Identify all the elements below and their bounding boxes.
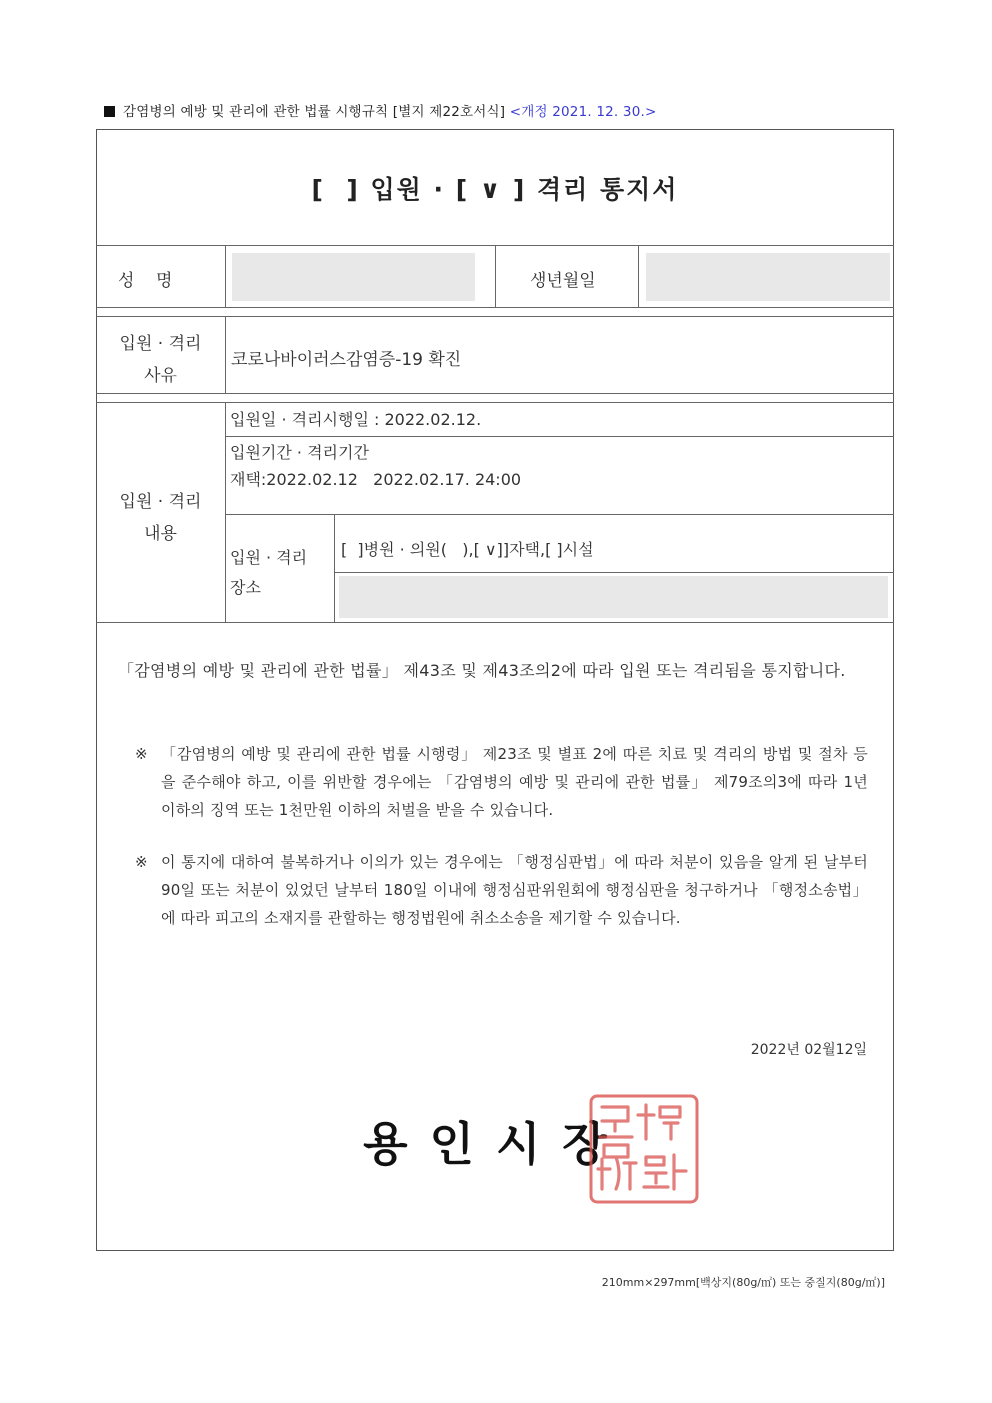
place-label-line2: 장소 bbox=[230, 578, 261, 597]
period-label: 입원기간 · 격리기간 bbox=[230, 443, 369, 462]
form-reference-line bbox=[104, 100, 657, 120]
note-appeal: 이 통지에 대하여 불복하거나 이의가 있는 경우에는 「행정심판법」에 따라 처분이 있음을 알게 된 날부터 90일 또는 처분이 있었던 날부터 180일 이내에 행정심판위원회에 행정심판을 청구하거나 「행정소송법」에 따라 피고의 소재지를 관할하는 행정법원에 취소소송을 제기할 수 있습니다. bbox=[161, 853, 868, 927]
notice-paragraph: 「감염병의 예방 및 관리에 관한 법률」 제43조 및 제43조의2에 따라 입원 또는 격리됨을 통지합니다. bbox=[118, 661, 846, 680]
reason-label-line1: 입원 · 격리 bbox=[119, 334, 202, 354]
revision-date: <개정 2021. 12. 30.> bbox=[509, 104, 657, 120]
divider bbox=[225, 436, 894, 437]
place-redacted bbox=[339, 576, 888, 618]
issuer-name: 용인시장 bbox=[363, 1117, 629, 1171]
divider bbox=[96, 622, 894, 623]
issue-date: 2022년 02월12일 bbox=[750, 1042, 867, 1058]
note-penalty: 「감염병의 예방 및 관리에 관한 법률 시행령」 제23조 및 별표 2에 따른 치료 및 격리의 방법 및 절차 등을 준수해야 하고, 이를 위반할 경우에는 「감염병의 예방 및 관리에 관한 법률」 제79조의3에 따라 1년 이하의 징역 또는 1천만원 이하의 처벌을 받을 수 있습니다. bbox=[161, 745, 868, 819]
place-label-line1: 입원 · 격리 bbox=[230, 548, 308, 567]
divider bbox=[225, 514, 894, 515]
birth-label: 생년월일 bbox=[530, 271, 596, 291]
black-square-icon bbox=[104, 106, 115, 117]
name-label: 성 명 bbox=[118, 271, 173, 291]
content-label-line2: 내용 bbox=[144, 524, 177, 544]
birth-redacted bbox=[646, 253, 890, 301]
divider bbox=[96, 316, 894, 317]
divider bbox=[225, 245, 226, 307]
reason-label-line2: 사유 bbox=[144, 366, 177, 386]
content-label-line1: 입원 · 격리 bbox=[119, 492, 202, 512]
start-date: 입원일 · 격리시행일 : 2022.02.12. bbox=[230, 410, 482, 429]
divider bbox=[96, 307, 894, 308]
divider bbox=[96, 393, 894, 394]
note-mark: ※ bbox=[135, 745, 148, 763]
divider bbox=[334, 514, 335, 622]
reason-value: 코로나바이러스감염증-19 확진 bbox=[231, 350, 462, 370]
divider bbox=[334, 572, 894, 573]
paper-spec: 210mm×297mm[백상지(80g/㎡) 또는 중질지(80g/㎡)] bbox=[601, 1276, 885, 1289]
divider bbox=[225, 402, 226, 622]
divider bbox=[495, 245, 496, 307]
divider bbox=[96, 402, 894, 403]
divider bbox=[638, 245, 639, 307]
official-seal-icon bbox=[588, 1093, 700, 1205]
divider bbox=[225, 316, 226, 393]
period-value: 재택:2022.02.12 2022.02.17. 24:00 bbox=[230, 470, 522, 489]
form-title: [ ] 입원 · [ ∨ ] 격리 통지서 bbox=[311, 175, 679, 204]
name-redacted bbox=[232, 253, 475, 301]
note-mark: ※ bbox=[135, 853, 148, 871]
form-reference: 감염병의 예방 및 관리에 관한 법률 시행규칙 [별지 제22호서식] bbox=[123, 104, 506, 120]
place-options: [ ]병원 · 의원( ),[ ∨]]자택,[ ]시설 bbox=[341, 540, 594, 559]
